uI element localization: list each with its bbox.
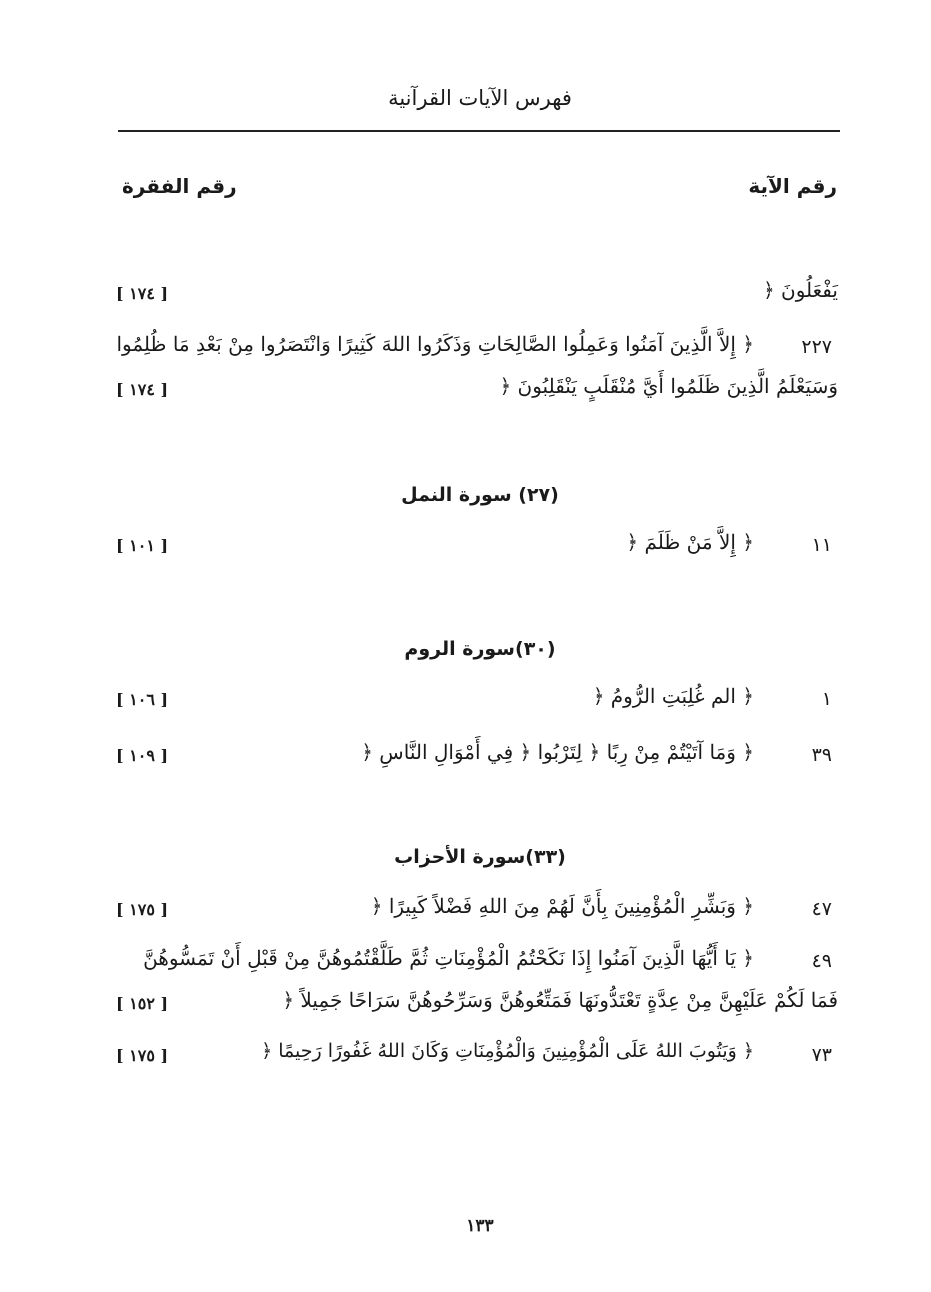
verse-entry-continuation [112,986,838,1026]
verse-text: ﴿ الم غُلِبَتِ الرُّومُ ﴿ [592,684,754,708]
verse-number-column-heading: رقم الآية [748,174,837,198]
verse-number: ١١ [811,534,832,556]
verse-number: ٧٣ [811,1044,832,1066]
surah-heading: (٣٠)سورة الروم [404,638,556,660]
verse-entry [112,892,838,932]
surah-heading: (٢٧) سورة النمل [401,484,559,506]
verse-text: فَمَا لَكُمْ عَلَيْهِنَّ مِنْ عِدَّةٍ تَعْتَدُّونَهَا فَمَتِّعُوهُنَّ وَسَرِّحُوهُنَّ سَرَاحًا جَمِيلاً ﴿ [282,988,838,1012]
paragraph-ref: [ ١٧٥ ] [116,1046,169,1065]
paragraph-ref: [ ١٧٥ ] [116,900,169,919]
verse-number: ٣٩ [811,744,832,766]
verse-entry [112,944,838,984]
paragraph-ref: [ ١٧٤ ] [116,380,169,399]
paragraph-ref: [ ١٠٩ ] [116,746,169,765]
verse-entry-continuation [112,372,838,412]
verse-entry [112,528,838,568]
verse-text: يَفْعَلُونَ ﴿ [762,278,838,302]
verse-text: وَسَيَعْلَمُ الَّذِينَ ظَلَمُوا أَيَّ مُنْقَلَبٍ يَنْقَلِبُونَ ﴿ [499,374,838,398]
verse-text: ﴿ وَمَا آتَيْتُمْ مِنْ رِبًا ﴿ لِتَرْبُوا ﴿ فِي أَمْوَالِ النَّاسِ ﴿ [361,740,754,764]
verse-entry [112,330,838,370]
paragraph-ref: [ ١٥٢ ] [116,994,169,1013]
verse-text: ﴿ إِلاَّ الَّذِينَ آمَنُوا وَعَمِلُوا الصَّالِحَاتِ وَذَكَرُوا اللهَ كَثِيرًا وَانْتَصَرُوا مِنْ بَعْدِ مَا ظُلِمُوا [116,332,754,356]
verse-text: ﴿ إِلاَّ مَنْ ظَلَمَ ﴿ [626,530,754,554]
paragraph-ref: [ ١٠٦ ] [116,690,169,709]
paragraph-number-column-heading: رقم الفقرة [122,174,237,198]
verse-entry [112,276,838,316]
page-number: ١٣٣ [466,1216,494,1236]
verse-number: ٤٧ [811,898,832,920]
header-rule [118,130,840,132]
page-title: فهرس الآيات القرآنية [388,86,572,110]
verse-text: ﴿ وَبَشِّرِ الْمُؤْمِنِينَ بِأَنَّ لَهُمْ مِنَ اللهِ فَضْلاً كَبِيرًا ﴿ [370,894,754,918]
verse-entry [112,738,838,778]
verse-number: ٤٩ [811,950,832,972]
verse-entry [112,1038,838,1078]
verse-number: ٢٢٧ [801,336,832,358]
verse-number: ١ [821,688,832,710]
verse-entry [112,682,838,722]
verse-text: ﴿ وَيَتُوبَ اللهُ عَلَى الْمُؤْمِنِينَ وَالْمُؤْمِنَاتِ وَكَانَ اللهُ غَفُورًا رَحِيمًا ﴿ [261,1040,754,1062]
paragraph-ref: [ ١٧٤ ] [116,284,169,303]
paragraph-ref: [ ١٠١ ] [116,536,169,555]
surah-heading: (٣٣)سورة الأحزاب [394,846,566,868]
verse-text: ﴿ يَا أَيُّهَا الَّذِينَ آمَنُوا إِذَا نَكَحْتُمُ الْمُؤْمِنَاتِ ثُمَّ طَلَّقْتُمُوهُنَّ مِنْ قَبْلِ أَنْ تَمَسُّوهُنَّ [143,946,754,970]
